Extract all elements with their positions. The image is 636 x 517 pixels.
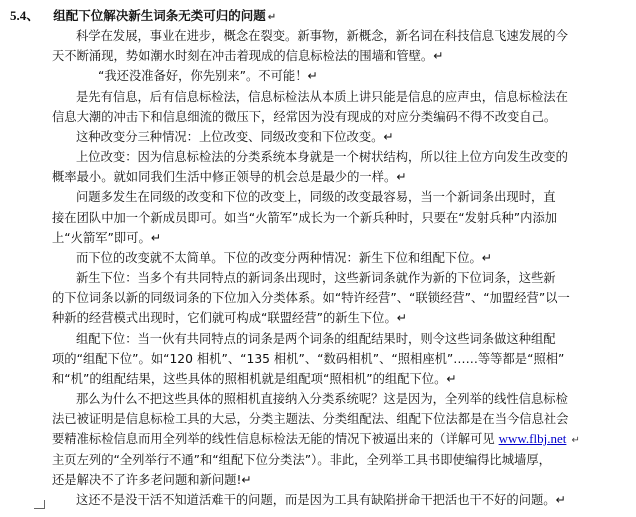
text-line: 组配下位：当一伙有共同特点的词条是两个词条的组配结果时，则令这些词条做这种组配 — [76, 331, 556, 346]
text-line: 这种改变分三种情况：上位改变、同级改变和下位改变。↵ — [76, 129, 394, 144]
text-line: 那么为什么不把这些具体的照相机直接纳入分类系统呢？这是因为，全列举的线性信息标检 — [76, 392, 568, 406]
text-line: 和“机”的组配结果，这些具体的照相机就是组配项“照相机”的组配下位。↵ — [52, 371, 457, 386]
text-segment: 要精准标检信息而用全列举的线性信息标检法无能的情况下被逼出来的（详解可见 — [52, 432, 499, 447]
section-title: 组配下位解决新生词条无类可归的问题 — [53, 8, 266, 23]
text-line: 这还不是没干活不知道活难干的问题，而是因为工具有缺陷拼命干把活也干不好的问题。↵ — [76, 492, 566, 507]
text-line: 项的“组配下位”。如“120 相机”、“135 相机”、“数码相机”、“照相座机”……等等都是“照相” — [52, 351, 565, 366]
text-line: 上位改变：因为信息标检法的分类系统本身就是一个树状结构，所以往上位方向发生改变的 — [76, 150, 568, 164]
text-cursor-corner-vertical — [44, 500, 45, 509]
text-line: 概率最小。就如同我们生活中修正领导的机会总是最少的一样。↵ — [52, 170, 407, 185]
text-line-with-link — [52, 429, 580, 449]
text-line: 问题多发生在同级的改变和下位的改变上，同级的改变最容易，当一个新词条出现时，直 — [76, 190, 556, 205]
text-line: 天不断涌现，势如潮水时刻在冲击着现成的信息标检法的围墙和管壁。↵ — [52, 49, 444, 64]
section-heading — [10, 6, 276, 26]
text-line: 科学在发展，事业在进步，概念在裂变。新事物，新概念，新名词在科技信息飞速发展的今 — [76, 29, 568, 43]
text-line: 还是解决不了许多老问题和新问题!↵ — [52, 472, 252, 487]
text-line: 是先有信息，后有信息标检法，信息标检法从本质上讲只能是信息的应声虫，信息标检法在 — [76, 89, 568, 104]
text-line: 种新的经营模式出现时，它们就可构成“联盟经营”的新生下位。↵ — [52, 311, 408, 326]
text-line: 法已被证明是信息标检工具的大忌，分类主题法、分类组配法、组配下位法都是在当今信息社会 — [52, 412, 569, 427]
text-line: 新生下位：当多个有共同特点的新词条出现时，这些新词条就作为新的下位词条，这些新 — [76, 271, 556, 285]
section-number: 5.4、 — [10, 8, 40, 23]
text-line: 而下位的改变就不太简单。下位的改变分两种情况：新生下位和组配下位。↵ — [76, 250, 493, 265]
text-line: 的下位词条以新的同级词条的下位加入分类体系。如“特许经营”、“联锁经营”、“加盟经营”以一 — [52, 291, 570, 306]
text-line: “我还没准备好，你先别来”。不可能！↵ — [98, 69, 318, 84]
paragraph-mark-icon: ↵ — [568, 435, 580, 447]
text-line: 上“火箭军”即可。↵ — [52, 230, 162, 245]
text-cursor-corner — [34, 508, 44, 509]
text-line: 信息大潮的冲击下和信息细流的微压下，经常因为没有现成的对应分类编码不得不改变自己。 — [52, 109, 557, 124]
paragraph-mark-icon: ↵ — [267, 12, 277, 23]
text-line: 接在团队中加一个新成员即可。如当“火箭军”成长为一个新兵种时，只要在“发射兵种”内添加 — [52, 210, 558, 225]
website-link[interactable]: www.flbj.net — [498, 431, 567, 447]
text-line: 主页左列的“全列举行不通”和“组配下位分类法”）。非此，全列举工具书即使编得比城墙厚， — [52, 452, 551, 467]
